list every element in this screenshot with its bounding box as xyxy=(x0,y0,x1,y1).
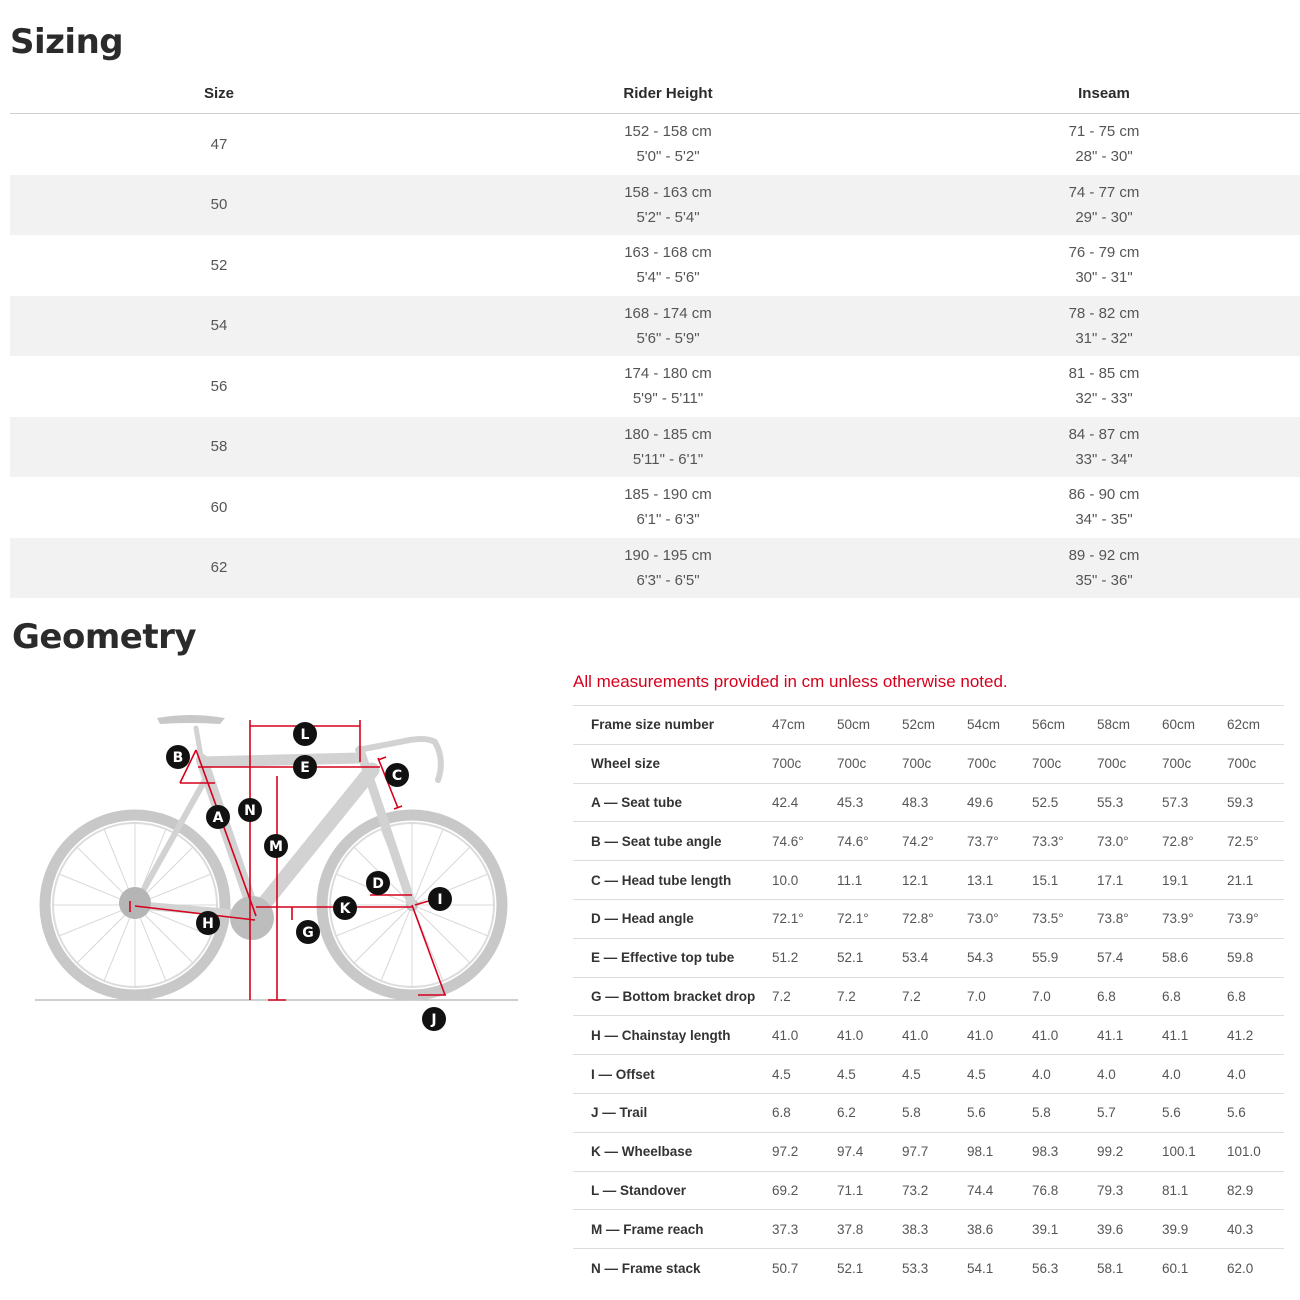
geometry-row xyxy=(573,705,1284,744)
rider-height-cell xyxy=(428,301,908,351)
rider-height-cell xyxy=(428,119,908,169)
geometry-value: 53.3 xyxy=(902,1260,929,1276)
geometry-value: 73.7° xyxy=(967,833,999,849)
geometry-value: 700c xyxy=(837,756,867,772)
geometry-value: 55.3 xyxy=(1097,794,1124,810)
geometry-value: 98.3 xyxy=(1032,1144,1059,1160)
marker-H xyxy=(196,911,220,935)
geometry-value: 700c xyxy=(1097,756,1127,772)
geometry-value: 4.0 xyxy=(1227,1066,1246,1082)
geometry-value: 49.6 xyxy=(967,794,994,810)
geometry-value: 21.1 xyxy=(1227,872,1254,888)
geometry-value: 54.3 xyxy=(967,950,994,966)
height-cm: 174 - 180 cm xyxy=(624,365,712,383)
svg-text:L: L xyxy=(300,727,310,743)
geometry-row xyxy=(573,1171,1284,1210)
geometry-value: 38.3 xyxy=(902,1221,929,1237)
geometry-value: 50cm xyxy=(837,717,871,733)
geometry-label: Frame size number xyxy=(591,717,715,733)
geometry-value: 700c xyxy=(902,756,932,772)
rider-height-cell xyxy=(428,180,908,230)
svg-text:E: E xyxy=(300,760,310,776)
geometry-value: 58cm xyxy=(1097,717,1131,733)
geometry-value: 62cm xyxy=(1227,717,1261,733)
geometry-value: 5.6 xyxy=(1162,1105,1181,1121)
geometry-label: C — Head tube length xyxy=(591,872,732,888)
geometry-row xyxy=(573,977,1284,1016)
inseam-cm: 74 - 77 cm xyxy=(1068,183,1140,201)
geometry-value: 45.3 xyxy=(837,794,864,810)
table-row xyxy=(10,477,1300,538)
size-cell: 52 xyxy=(210,256,228,274)
marker-N xyxy=(238,798,262,822)
geometry-value: 59.3 xyxy=(1227,794,1254,810)
geometry-value: 72.1° xyxy=(837,911,869,927)
geometry-row xyxy=(573,821,1284,860)
inseam-cell xyxy=(908,482,1300,532)
geometry-value: 73.5° xyxy=(1032,911,1064,927)
geometry-value: 5.6 xyxy=(967,1105,986,1121)
geometry-value: 55.9 xyxy=(1032,950,1059,966)
geometry-value: 98.1 xyxy=(967,1144,994,1160)
inseam-in: 28" - 30" xyxy=(1075,148,1133,166)
geometry-value: 59.8 xyxy=(1227,950,1254,966)
geometry-value: 6.2 xyxy=(837,1105,856,1121)
geometry-row xyxy=(573,1015,1284,1054)
geometry-label: B — Seat tube angle xyxy=(591,833,722,849)
geometry-label: L — Standover xyxy=(591,1182,687,1198)
geometry-value: 58.1 xyxy=(1097,1260,1124,1276)
height-cm: 180 - 185 cm xyxy=(624,425,712,443)
geometry-value: 42.4 xyxy=(772,794,799,810)
geometry-value: 97.4 xyxy=(837,1144,864,1160)
svg-text:H: H xyxy=(202,916,214,932)
geometry-value: 72.5° xyxy=(1227,833,1259,849)
geometry-value: 41.1 xyxy=(1097,1027,1124,1043)
geometry-value: 700c xyxy=(1162,756,1192,772)
size-cell: 56 xyxy=(210,377,228,395)
geometry-row xyxy=(573,899,1284,938)
geometry-label: M — Frame reach xyxy=(591,1221,704,1237)
geometry-row xyxy=(573,860,1284,899)
geometry-value: 41.0 xyxy=(1032,1027,1059,1043)
height-in: 5'11" - 6'1" xyxy=(632,450,704,468)
marker-A xyxy=(206,805,230,829)
geometry-value: 7.0 xyxy=(967,988,986,1004)
inseam-cm: 84 - 87 cm xyxy=(1068,425,1140,443)
geometry-value: 52.1 xyxy=(837,950,864,966)
inseam-cm: 89 - 92 cm xyxy=(1068,546,1140,564)
geometry-value: 60cm xyxy=(1162,717,1196,733)
geometry-value: 54cm xyxy=(967,717,1001,733)
geometry-value: 50.7 xyxy=(772,1260,799,1276)
geometry-value: 41.0 xyxy=(902,1027,929,1043)
geometry-value: 100.1 xyxy=(1162,1144,1196,1160)
geometry-row xyxy=(573,783,1284,822)
geometry-value: 5.6 xyxy=(1227,1105,1246,1121)
table-row xyxy=(10,417,1300,478)
inseam-cell xyxy=(908,301,1300,351)
geometry-value: 12.1 xyxy=(902,872,929,888)
geometry-label: K — Wheelbase xyxy=(591,1144,693,1160)
inseam-in: 31" - 32" xyxy=(1075,329,1133,347)
geometry-title: Geometry xyxy=(12,617,196,657)
bike-geometry-diagram xyxy=(20,690,540,1050)
inseam-cm: 86 - 90 cm xyxy=(1068,486,1140,504)
table-row xyxy=(10,296,1300,357)
table-row xyxy=(10,235,1300,296)
rider-height-cell xyxy=(428,361,908,411)
geometry-value: 7.2 xyxy=(837,988,856,1004)
geometry-label: Wheel size xyxy=(591,756,661,772)
geometry-value: 56cm xyxy=(1032,717,1066,733)
geometry-value: 73.9° xyxy=(1227,911,1259,927)
size-cell: 54 xyxy=(210,317,228,335)
geometry-label: I — Offset xyxy=(591,1066,655,1082)
geometry-value: 41.1 xyxy=(1162,1027,1189,1043)
inseam-cell xyxy=(908,361,1300,411)
geometry-row xyxy=(573,938,1284,977)
geometry-value: 82.9 xyxy=(1227,1182,1254,1198)
geometry-label: A — Seat tube xyxy=(591,794,683,810)
geometry-label: E — Effective top tube xyxy=(591,950,735,966)
geometry-value: 7.2 xyxy=(902,988,921,1004)
geometry-value: 700c xyxy=(1032,756,1062,772)
geometry-value: 4.0 xyxy=(1097,1066,1116,1082)
height-cm: 152 - 158 cm xyxy=(624,123,712,141)
geometry-value: 62.0 xyxy=(1227,1260,1254,1276)
geometry-value: 52.1 xyxy=(837,1260,864,1276)
geometry-label: H — Chainstay length xyxy=(591,1027,731,1043)
saddle xyxy=(157,715,225,724)
height-cm: 190 - 195 cm xyxy=(624,546,712,564)
geometry-value: 73.9° xyxy=(1162,911,1194,927)
size-cell: 50 xyxy=(210,196,228,214)
inseam-cm: 71 - 75 cm xyxy=(1068,123,1140,141)
geometry-row xyxy=(573,744,1284,783)
height-cm: 185 - 190 cm xyxy=(624,486,712,504)
geometry-value: 41.0 xyxy=(837,1027,864,1043)
geometry-value: 73.8° xyxy=(1097,911,1129,927)
geometry-value: 72.8° xyxy=(1162,833,1194,849)
inseam-in: 34" - 35" xyxy=(1075,511,1133,529)
geometry-row xyxy=(573,1093,1284,1132)
geometry-value: 7.2 xyxy=(772,988,791,1004)
svg-text:K: K xyxy=(339,901,351,917)
sizing-table xyxy=(10,74,1300,598)
geometry-value: 52cm xyxy=(902,717,936,733)
inseam-in: 35" - 36" xyxy=(1075,571,1133,589)
geometry-value: 97.7 xyxy=(902,1144,929,1160)
rider-height-cell xyxy=(428,240,908,290)
size-cell: 62 xyxy=(210,559,228,577)
svg-text:D: D xyxy=(372,876,384,892)
geometry-value: 4.0 xyxy=(1032,1066,1051,1082)
marker-G xyxy=(296,920,320,944)
geometry-value: 5.7 xyxy=(1097,1105,1116,1121)
geometry-value: 58.6 xyxy=(1162,950,1189,966)
cassette xyxy=(119,887,151,919)
svg-text:I: I xyxy=(437,892,443,908)
geometry-value: 40.3 xyxy=(1227,1221,1254,1237)
svg-text:C: C xyxy=(391,768,403,784)
geometry-value: 52.5 xyxy=(1032,794,1059,810)
svg-text:M: M xyxy=(269,839,283,855)
geometry-value: 73.0° xyxy=(1097,833,1129,849)
geometry-value: 71.1 xyxy=(837,1182,864,1198)
geometry-value: 4.0 xyxy=(1162,1066,1181,1082)
geometry-value: 39.1 xyxy=(1032,1221,1059,1237)
marker-J xyxy=(422,1007,446,1031)
inseam-cell xyxy=(908,119,1300,169)
geometry-label: G — Bottom bracket drop xyxy=(591,988,756,1004)
height-cm: 168 - 174 cm xyxy=(624,304,712,322)
table-row xyxy=(10,114,1300,175)
rider-height-cell xyxy=(428,543,908,593)
geometry-value: 6.8 xyxy=(1097,988,1116,1004)
geometry-value: 74.6° xyxy=(772,833,804,849)
svg-text:B: B xyxy=(172,750,184,766)
geometry-value: 5.8 xyxy=(902,1105,921,1121)
inseam-cell xyxy=(908,543,1300,593)
geometry-value: 4.5 xyxy=(837,1066,856,1082)
table-row xyxy=(10,538,1300,599)
geometry-value: 72.1° xyxy=(772,911,804,927)
geometry-value: 37.8 xyxy=(837,1221,864,1237)
geometry-value: 15.1 xyxy=(1032,872,1059,888)
height-in: 5'2" - 5'4" xyxy=(636,208,700,226)
header-rider-height: Rider Height xyxy=(623,85,713,102)
height-in: 6'1" - 6'3" xyxy=(636,511,700,529)
geometry-value: 700c xyxy=(1227,756,1257,772)
inseam-in: 32" - 33" xyxy=(1075,390,1133,408)
table-row xyxy=(10,356,1300,417)
table-row xyxy=(10,175,1300,236)
geometry-value: 17.1 xyxy=(1097,872,1124,888)
svg-text:N: N xyxy=(244,803,256,819)
height-cm: 158 - 163 cm xyxy=(624,183,712,201)
geometry-row xyxy=(573,1209,1284,1248)
geometry-value: 7.0 xyxy=(1032,988,1051,1004)
marker-K xyxy=(333,896,357,920)
rider-height-cell xyxy=(428,482,908,532)
geometry-value: 41.0 xyxy=(967,1027,994,1043)
geometry-value: 13.1 xyxy=(967,872,994,888)
geometry-value: 76.8 xyxy=(1032,1182,1059,1198)
geometry-value: 53.4 xyxy=(902,950,929,966)
marker-B xyxy=(166,745,190,769)
geometry-value: 56.3 xyxy=(1032,1260,1059,1276)
geometry-value: 39.9 xyxy=(1162,1221,1189,1237)
inseam-cell xyxy=(908,240,1300,290)
geometry-value: 54.1 xyxy=(967,1260,994,1276)
geometry-value: 41.0 xyxy=(772,1027,799,1043)
marker-E xyxy=(293,755,317,779)
geometry-value: 73.2 xyxy=(902,1182,929,1198)
geometry-value: 10.0 xyxy=(772,872,799,888)
geometry-value: 38.6 xyxy=(967,1221,994,1237)
geometry-label: D — Head angle xyxy=(591,911,694,927)
geometry-value: 73.0° xyxy=(967,911,999,927)
height-cm: 163 - 168 cm xyxy=(624,244,712,262)
height-in: 5'4" - 5'6" xyxy=(636,269,700,287)
geometry-value: 101.0 xyxy=(1227,1144,1261,1160)
geometry-value: 60.1 xyxy=(1162,1260,1189,1276)
marker-M xyxy=(293,722,317,746)
geometry-value: 99.2 xyxy=(1097,1144,1124,1160)
geometry-value: 47cm xyxy=(772,717,806,733)
header-size: Size xyxy=(203,85,234,102)
geometry-value: 6.8 xyxy=(772,1105,791,1121)
geometry-row xyxy=(573,1248,1284,1287)
inseam-cm: 76 - 79 cm xyxy=(1068,244,1140,262)
size-cell: 47 xyxy=(210,135,228,153)
inseam-in: 29" - 30" xyxy=(1075,208,1133,226)
geometry-value: 81.1 xyxy=(1162,1182,1189,1198)
geometry-value: 74.6° xyxy=(837,833,869,849)
inseam-in: 33" - 34" xyxy=(1075,450,1133,468)
inseam-cm: 78 - 82 cm xyxy=(1068,304,1140,322)
geometry-label: J — Trail xyxy=(591,1105,648,1121)
geometry-value: 73.3° xyxy=(1032,833,1064,849)
geometry-value: 4.5 xyxy=(967,1066,986,1082)
geometry-value: 69.2 xyxy=(772,1182,799,1198)
inseam-in: 30" - 31" xyxy=(1075,269,1133,287)
geometry-value: 6.8 xyxy=(1227,988,1246,1004)
geometry-table xyxy=(573,705,1284,1287)
geometry-value: 41.2 xyxy=(1227,1027,1254,1043)
height-in: 6'3" - 6'5" xyxy=(636,571,700,589)
geometry-value: 48.3 xyxy=(902,794,929,810)
marker-C xyxy=(385,763,409,787)
marker-D xyxy=(366,871,390,895)
height-in: 5'6" - 5'9" xyxy=(636,329,700,347)
height-in: 5'0" - 5'2" xyxy=(636,148,700,166)
geometry-row xyxy=(573,1054,1284,1093)
geometry-value: 700c xyxy=(967,756,997,772)
sizing-title: Sizing xyxy=(10,22,124,62)
geometry-value: 72.8° xyxy=(902,911,934,927)
inseam-cell xyxy=(908,180,1300,230)
measurement-note: All measurements provided in cm unless otherwise noted. xyxy=(573,672,1008,691)
geometry-value: 57.3 xyxy=(1162,794,1189,810)
svg-text:A: A xyxy=(212,810,224,826)
inseam-cell xyxy=(908,422,1300,472)
geometry-value: 4.5 xyxy=(902,1066,921,1082)
geometry-value: 5.8 xyxy=(1032,1105,1051,1121)
geometry-value: 51.2 xyxy=(772,950,799,966)
geometry-value: 74.2° xyxy=(902,833,934,849)
marker-L xyxy=(264,834,288,858)
geometry-value: 11.1 xyxy=(837,872,863,888)
geometry-value: 700c xyxy=(772,756,802,772)
height-in: 5'9" - 5'11" xyxy=(632,390,704,408)
geometry-label: N — Frame stack xyxy=(591,1260,701,1276)
svg-text:J: J xyxy=(431,1012,437,1028)
geometry-value: 19.1 xyxy=(1162,872,1189,888)
geometry-value: 39.6 xyxy=(1097,1221,1124,1237)
svg-text:G: G xyxy=(302,925,314,941)
geometry-value: 79.3 xyxy=(1097,1182,1124,1198)
inseam-cm: 81 - 85 cm xyxy=(1068,365,1140,383)
sizing-table-header xyxy=(10,74,1300,114)
geometry-value: 57.4 xyxy=(1097,950,1124,966)
geometry-value: 6.8 xyxy=(1162,988,1181,1004)
size-cell: 58 xyxy=(210,438,228,456)
geometry-value: 4.5 xyxy=(772,1066,791,1082)
geometry-row xyxy=(573,1132,1284,1171)
geometry-value: 37.3 xyxy=(772,1221,799,1237)
marker-I xyxy=(428,887,452,911)
size-cell: 60 xyxy=(210,498,228,516)
header-inseam: Inseam xyxy=(1078,85,1130,102)
geometry-value: 97.2 xyxy=(772,1144,799,1160)
rider-height-cell xyxy=(428,422,908,472)
geometry-value: 74.4 xyxy=(967,1182,994,1198)
